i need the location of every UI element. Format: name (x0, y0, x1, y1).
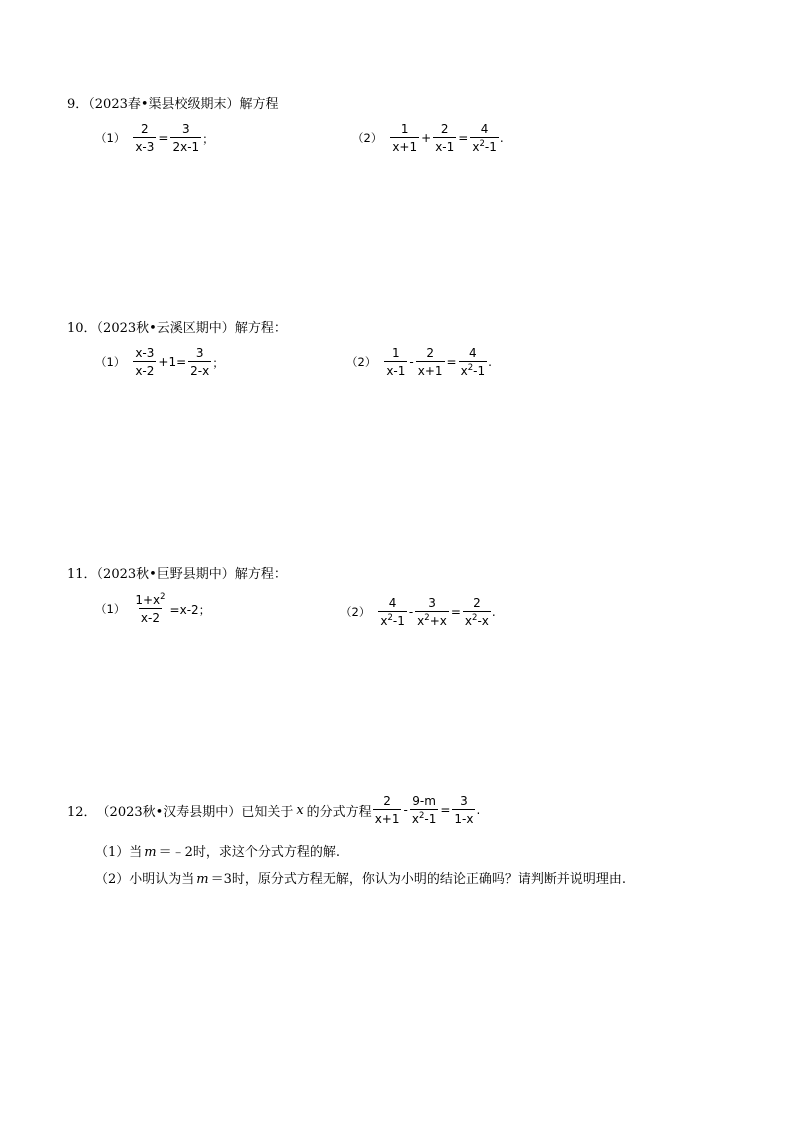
fraction (410, 794, 439, 826)
numerator: 3 (460, 794, 468, 808)
numerator: 4 (388, 596, 397, 610)
problem-source: （2023秋•云溪区期中） (96, 321, 235, 336)
numerator: 3 (428, 596, 436, 610)
term: -1 (484, 140, 497, 154)
exponent: 2 (479, 139, 485, 149)
problem-number: 9． (67, 97, 89, 112)
problem-instruction: 解方程： (234, 321, 287, 336)
numerator: 4 (469, 346, 477, 360)
problem-instruction: 解方程： (234, 567, 287, 582)
fraction (452, 794, 475, 826)
denominator: x-3 (133, 137, 156, 154)
fraction (373, 794, 402, 826)
problem-11-heading (67, 567, 287, 583)
operator: = (458, 131, 469, 145)
numerator: 2 (141, 122, 149, 136)
operator: = (440, 803, 451, 817)
denominator (459, 361, 488, 378)
denominator: 2x-1 (170, 137, 201, 154)
part-label: （1） (95, 131, 126, 145)
exponent: 2 (160, 592, 166, 602)
numerator: 2 (426, 346, 434, 360)
base: 1+x (135, 593, 161, 607)
denominator: 1-x (452, 809, 475, 826)
denominator (378, 611, 407, 628)
numerator: 3 (195, 346, 204, 360)
numerator: 2 (383, 794, 391, 808)
term: -1 (473, 364, 486, 378)
fraction (433, 122, 456, 154)
problem-9-heading (67, 97, 279, 113)
operator: - (409, 355, 414, 369)
denominator: x+1 (390, 137, 419, 154)
denominator: 2-x (188, 361, 211, 378)
fraction (390, 122, 419, 154)
part-label: （1） (95, 355, 126, 369)
fraction (463, 596, 491, 628)
fraction (378, 596, 407, 628)
problem-instruction: 的分式方程 (306, 804, 372, 820)
problem-instruction: 解方程 (239, 97, 279, 112)
exponent: 2 (424, 613, 430, 623)
base: x (411, 812, 419, 826)
term: -x (477, 614, 489, 628)
fraction (133, 593, 167, 625)
problem-12-heading (67, 794, 480, 826)
denominator: x-1 (384, 361, 407, 378)
problem-source: （2023秋•巨野县期中） (96, 567, 235, 582)
problem-10-part-2 (346, 346, 492, 378)
denominator (463, 611, 491, 628)
problem-10-part-1 (95, 346, 224, 378)
problem-source: （2023秋•汉寿县期中） (96, 804, 242, 820)
denominator (415, 611, 449, 628)
base: x (380, 614, 388, 628)
operator: = (450, 605, 461, 619)
problem-9-part-2 (352, 122, 504, 154)
fraction (188, 346, 211, 378)
denominator (470, 137, 499, 154)
exponent: 2 (387, 613, 393, 623)
operator: = (158, 131, 169, 145)
numerator: 2 (440, 122, 449, 136)
variable: m (144, 845, 157, 860)
fraction (470, 122, 499, 154)
problem-number: 11． (67, 567, 97, 582)
fraction (133, 346, 156, 378)
denominator (410, 809, 439, 826)
fraction (416, 346, 445, 378)
base: x (472, 140, 480, 154)
denominator: x-2 (133, 361, 156, 378)
punctuation: . (491, 605, 496, 619)
punctuation: . (499, 131, 504, 145)
punctuation: ； (212, 355, 225, 370)
problem-instruction: 已知关于 (241, 804, 294, 820)
part-label: （1） (95, 602, 126, 616)
numerator: x-3 (135, 346, 155, 360)
problem-11-part-1 (95, 593, 212, 625)
fraction (415, 596, 449, 628)
numerator: 9-m (412, 794, 436, 808)
variable: x (296, 802, 304, 818)
variable: m (196, 872, 209, 887)
denominator: x+1 (416, 361, 445, 378)
numerator: 1 (400, 122, 409, 136)
denominator: x+1 (373, 809, 402, 826)
problem-source: （2023春•渠县校级期末） (88, 97, 240, 112)
problem-9-part-1 (95, 122, 214, 154)
sub-question-text: ＝﹣2时，求这个分式方程的解. (158, 845, 341, 860)
denominator: x-1 (433, 137, 456, 154)
punctuation: . (488, 355, 492, 369)
part-label: （2） (346, 355, 377, 369)
numerator (133, 593, 167, 608)
exponent: 2 (467, 363, 474, 373)
numerator: 4 (480, 122, 489, 136)
problem-number: 10． (67, 321, 97, 336)
sub-question-text: ＝3时，原分式方程无解，你认为小明的结论正确吗？请判断并说明理由. (210, 872, 627, 887)
base: x (464, 614, 473, 628)
operator: =x-2； (169, 602, 211, 617)
base: x (460, 364, 468, 378)
operator: + (421, 131, 432, 145)
problem-10-heading (67, 321, 287, 337)
operator: - (403, 803, 408, 817)
fraction (459, 346, 488, 378)
operator: - (408, 605, 414, 619)
operator: = (446, 355, 457, 369)
numerator: 2 (473, 596, 481, 610)
numerator: 1 (392, 346, 400, 360)
problem-number: 12． (67, 804, 97, 820)
problem-11-part-2 (340, 596, 496, 628)
punctuation: ； (202, 131, 215, 146)
term: -1 (392, 614, 405, 628)
term: -1 (424, 812, 437, 826)
problem-12-sub-2 (95, 872, 626, 888)
exponent: 2 (418, 811, 425, 821)
part-label: （2） (340, 605, 371, 619)
problem-12-sub-1 (95, 845, 340, 861)
fraction (133, 122, 156, 154)
denominator: x-2 (139, 608, 162, 625)
numerator: 3 (182, 122, 190, 136)
part-label: （2） (352, 131, 383, 145)
sub-question-text: （1）当 (95, 845, 143, 860)
term: +x (429, 614, 447, 628)
sub-question-text: （2）小明认为当 (95, 872, 195, 887)
exponent: 2 (472, 613, 478, 623)
fraction (170, 122, 201, 154)
base: x (417, 614, 425, 628)
operator: +1= (158, 355, 187, 369)
punctuation: . (476, 803, 481, 817)
fraction (384, 346, 407, 378)
